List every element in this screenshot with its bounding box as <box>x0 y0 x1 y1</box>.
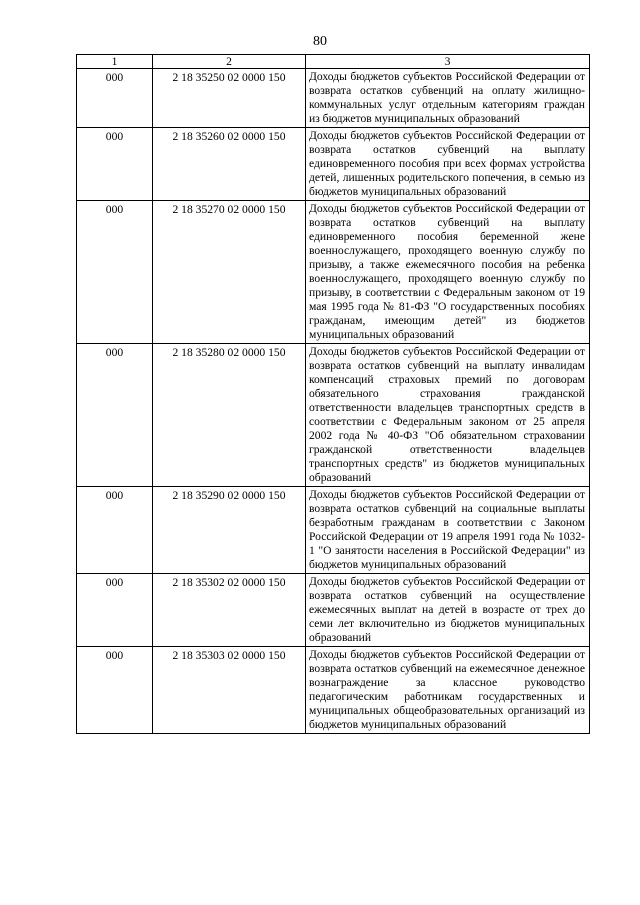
admin-code-cell: 000 <box>77 201 153 344</box>
table-row <box>77 574 590 647</box>
budget-classification-code-cell: 2 18 35290 02 0000 150 <box>153 487 306 574</box>
page-number: 80 <box>313 34 327 49</box>
admin-code-cell: 000 <box>77 574 153 647</box>
table-row <box>77 201 590 344</box>
revenue-description-cell: Доходы бюджетов субъектов Российской Федерации от возврата остатков субвенций на осуществление ежемесячных выплат на детей в возрасте от трех до семи лет включительно из бюджетов муниципальных образований <box>306 574 590 647</box>
budget-classification-code-cell: 2 18 35270 02 0000 150 <box>153 201 306 344</box>
budget-revenue-table <box>76 54 590 734</box>
revenue-description-cell: Доходы бюджетов субъектов Российской Федерации от возврата остатков субвенций на выплату инвалидам компенсаций страховых премий по договорам обязательного страхования гражданской ответственности владельцев транспортных средств в соответствии с Федеральным законом от 25 апреля 2002 года № 40-ФЗ "Об обязательном страховании гражданской ответственности владельцев транспортных средств" из бюджетов муниципальных образований <box>306 344 590 487</box>
revenue-description-cell: Доходы бюджетов субъектов Российской Федерации от возврата остатков субвенций на выплату единовременного пособия беременной жене военнослужащего, проходящего военную службу по призыву, а также ежемесячного пособия на ребенка военнослужащего, проходящего военную службу по призыву, в соответствии с Федеральным законом от 19 мая 1995 года № 81-ФЗ "О государственных пособиях гражданам, имеющим детей" из бюджетов муниципальных образований <box>306 201 590 344</box>
table-row <box>77 647 590 734</box>
admin-code-cell: 000 <box>77 344 153 487</box>
table-row <box>77 487 590 574</box>
revenue-description-cell: Доходы бюджетов субъектов Российской Федерации от возврата остатков субвенций на оплату жилищно-коммунальных услуг отдельным категориям граждан из бюджетов муниципальных образований <box>306 69 590 128</box>
revenue-description-cell: Доходы бюджетов субъектов Российской Федерации от возврата остатков субвенций на выплату единовременного пособия при всех формах устройства детей, лишенных родительского попечения, в семью из бюджетов муниципальных образований <box>306 128 590 201</box>
admin-code-cell: 000 <box>77 487 153 574</box>
column-header-3: 3 <box>306 55 590 69</box>
table-row <box>77 344 590 487</box>
admin-code-cell: 000 <box>77 128 153 201</box>
budget-classification-code-cell: 2 18 35250 02 0000 150 <box>153 69 306 128</box>
budget-classification-code-cell: 2 18 35303 02 0000 150 <box>153 647 306 734</box>
revenue-description-cell: Доходы бюджетов субъектов Российской Федерации от возврата остатков субвенций на социальные выплаты безработным гражданам в соответствии с Законом Российской Федерации от 19 апреля 1991 года № 1032-1 "О занятости населения в Российской Федерации" из бюджетов муниципальных образований <box>306 487 590 574</box>
admin-code-cell: 000 <box>77 647 153 734</box>
budget-classification-code-cell: 2 18 35260 02 0000 150 <box>153 128 306 201</box>
column-header-1: 1 <box>77 55 153 69</box>
table-header-row <box>77 55 590 69</box>
revenue-description-cell: Доходы бюджетов субъектов Российской Федерации от возврата остатков субвенций на ежемесячное денежное вознаграждение за классное руководство педагогическим работникам государственных и муниципальных общеобразовательных организаций из бюджетов муниципальных образований <box>306 647 590 734</box>
budget-classification-code-cell: 2 18 35302 02 0000 150 <box>153 574 306 647</box>
admin-code-cell: 000 <box>77 69 153 128</box>
table-row <box>77 69 590 128</box>
budget-classification-code-cell: 2 18 35280 02 0000 150 <box>153 344 306 487</box>
table-row <box>77 128 590 201</box>
column-header-2: 2 <box>153 55 306 69</box>
